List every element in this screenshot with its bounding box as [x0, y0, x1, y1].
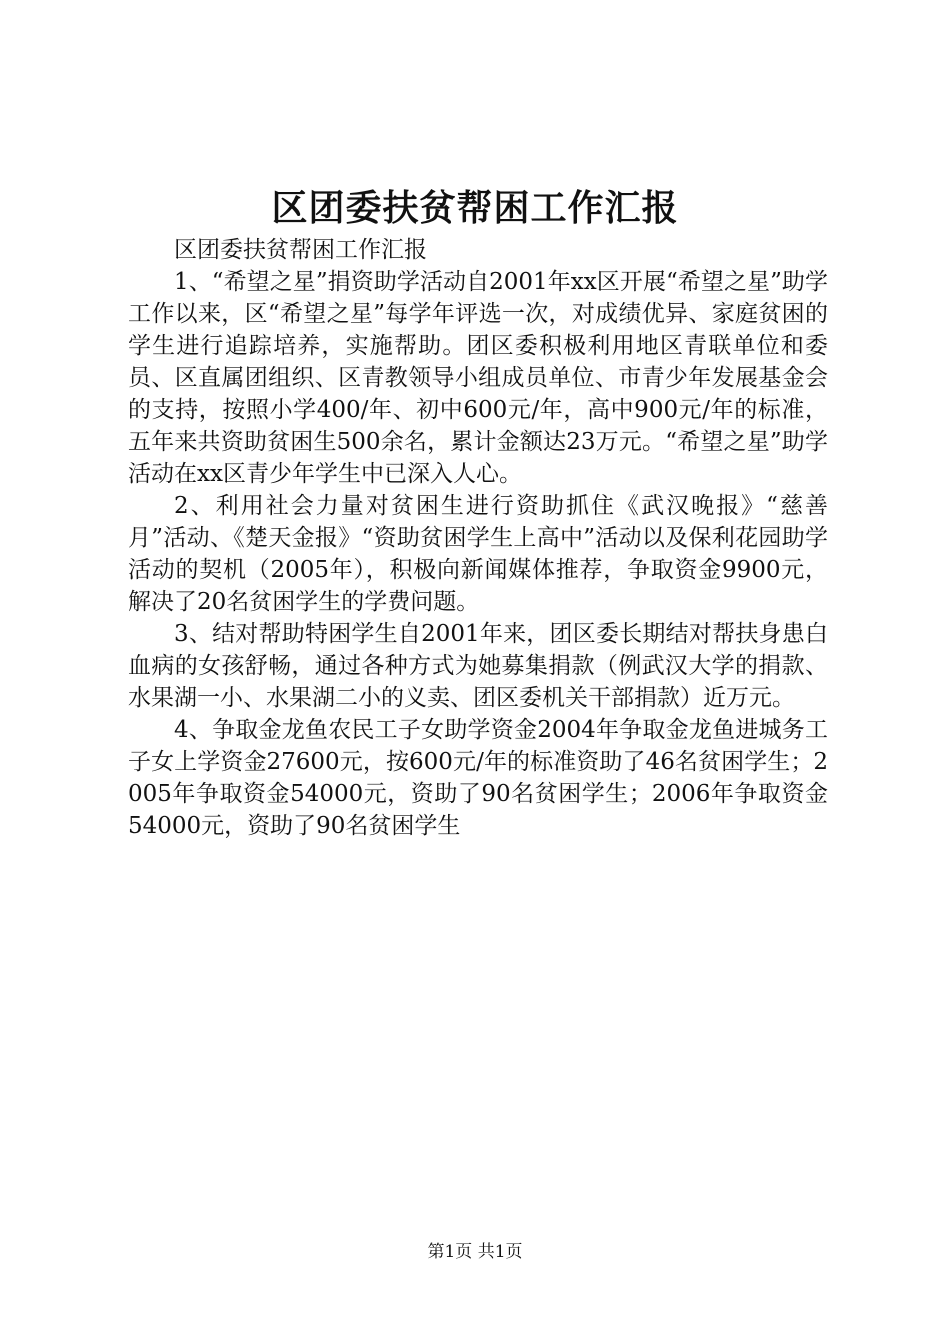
paragraph-2: 2、利用社会力量对贫困生进行资助抓住《武汉晚报》“慈善月”活动、《楚天金报》“资助贫困学生上高中”活动以及保利花园助学活动的契机（2005年），积极向新闻媒体推荐，争取资金9900元，解决了20名贫困学生的学费问题。 — [128, 493, 828, 615]
document-title: 区团委扶贫帮困工作汇报 — [271, 187, 679, 229]
document-subtitle: 区团委扶贫帮困工作汇报 — [174, 237, 427, 263]
document-body — [128, 234, 828, 842]
paragraph-4: 4、争取金龙鱼农民工子女助学资金2004年争取金龙鱼进城务工子女上学资金27600元，按600元/年的标准资助了46名贫困学生；2005年争取资金54000元，资助了90名贫困学生；2006年争取资金54000元，资助了90名贫困学生 — [128, 717, 828, 839]
paragraph-3: 3、结对帮助特困学生自2001年来，团区委长期结对帮扶身患白血病的女孩舒畅，通过各种方式为她募集捐款（例武汉大学的捐款、水果湖一小、水果湖二小的义卖、团区委机关干部捐款）近万元。 — [128, 621, 828, 711]
page-footer: 第1页 共1页 — [427, 1242, 523, 1262]
paragraph-1: 1、“希望之星”捐资助学活动自2001年xx区开展“希望之星”助学工作以来，区“希望之星”每学年评选一次，对成绩优异、家庭贫困的学生进行追踪培养，实施帮助。团区委积极利用地区青联单位和委员、区直属团组织、区青教领导小组成员单位、市青少年发展基金会的支持，按照小学400/年、初中600元/年，高中900元/年的标准，五年来共资助贫困生500余名，累计金额达23万元。“希望之星”助学活动在xx区青少年学生中已深入人心。 — [128, 269, 828, 487]
